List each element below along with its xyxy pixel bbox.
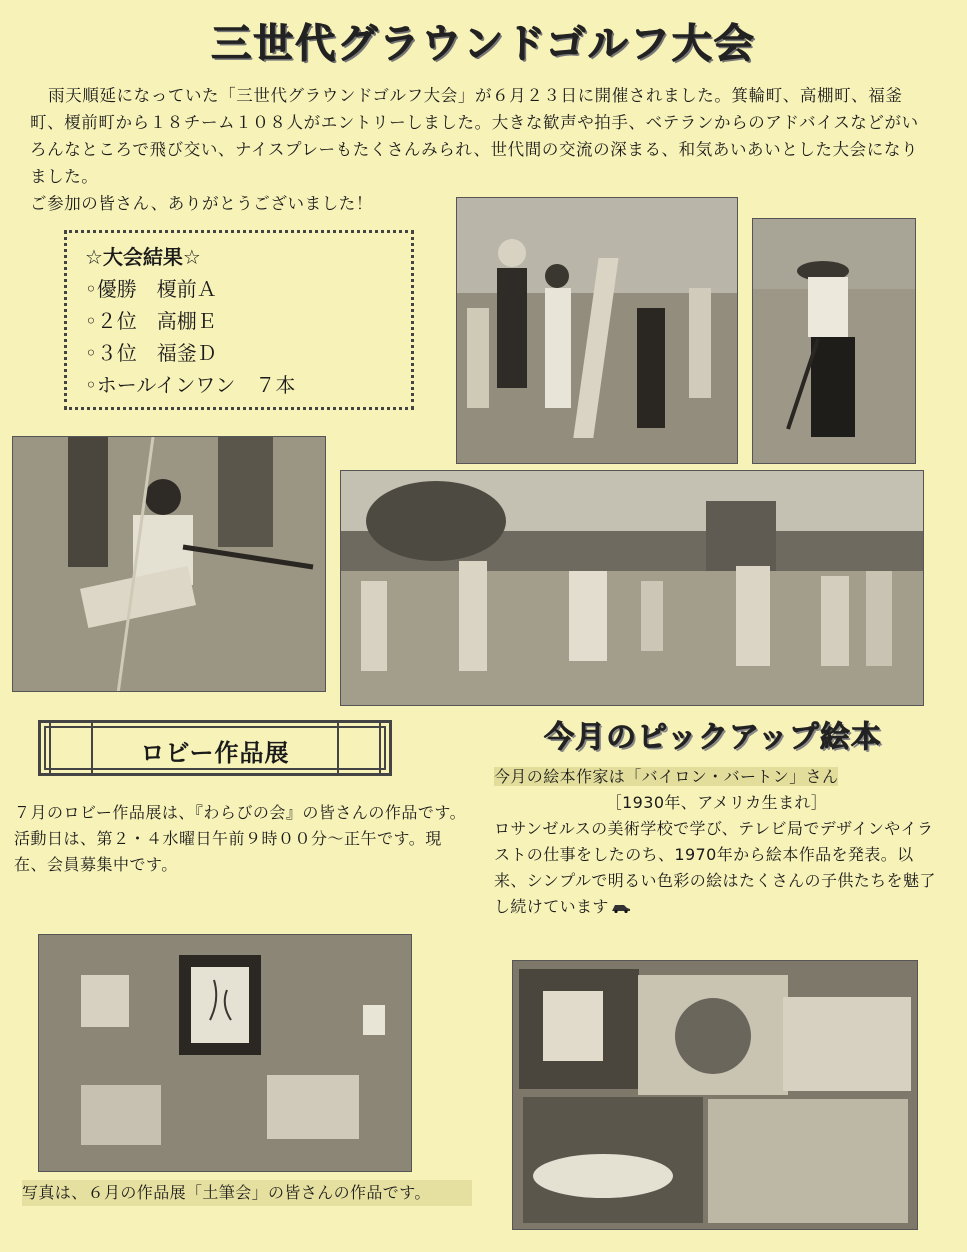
lobby-exhibit-text: ７月のロビー作品展は、『わらびの会』の皆さんの作品です。 [14, 803, 467, 822]
photo-referee-putting [456, 197, 738, 464]
lobby-photo-caption: 写真は、６月の作品展「土筆会」の皆さんの作品です。 [22, 1180, 472, 1206]
golf-intro-paragraph: 雨天順延になっていた「三世代グラウンドゴルフ大会」が６月２３日に開催されました。箕輪町、高棚町、福釜町、榎前町から１８チーム１０８人がエントリーしました。大きな歓声や拍手、ベテランからのアドバイスなどがいろんなところで飛び交い、ナイスプレーもたくさんみられ、世代間の交流の深まる、和気あいあいとした大会になりました。 [30, 86, 919, 186]
lobby-heading-box [38, 720, 392, 776]
picture-book-body: ロサンゼルスの美術学校で学び、テレビ局でデザインやイラストの仕事をしたのち、1970年から絵本作品を発表。以来、シンプルで明るい色彩の絵はたくさんの子供たちを魅了し続けています [494, 819, 936, 916]
lobby-description [14, 800, 474, 878]
result-row-third: ◦３位 福釜Ｄ [85, 341, 217, 365]
lobby-heading: ロビー作品展 [140, 739, 290, 767]
lobby-schedule-text: 活動日は、第２・４水曜日午前９時００分～正午です。現在、会員募集中です。 [14, 829, 442, 874]
photo-woman-putting [752, 218, 916, 464]
result-row-hole-in-one: ◦ホールインワン ７本 [85, 373, 296, 397]
car-icon [611, 895, 631, 921]
photo-group-playing [340, 470, 924, 706]
golf-thanks: ご参加の皆さん、ありがとうございました！ [30, 194, 373, 213]
results-heading: ☆大会結果☆ [85, 245, 201, 269]
photo-calligraphy-exhibit [38, 934, 412, 1172]
results-box [64, 230, 414, 410]
result-row-winner: ◦優勝 榎前Ａ [85, 277, 217, 301]
photo-child-swinging [12, 436, 326, 692]
picture-book-author: 今月の絵本作家は「バイロン・バートン」さん [494, 767, 839, 786]
golf-title: 三世代グラウンドゴルフ大会 [211, 21, 756, 67]
picture-book-description [494, 764, 939, 921]
result-row-second: ◦２位 高棚Ｅ [85, 309, 217, 333]
picture-book-title: 今月のピックアップ絵本 [544, 720, 882, 755]
photo-picture-books [512, 960, 918, 1230]
picture-book-author-born: ［1930年、アメリカ生まれ］ [605, 793, 828, 812]
